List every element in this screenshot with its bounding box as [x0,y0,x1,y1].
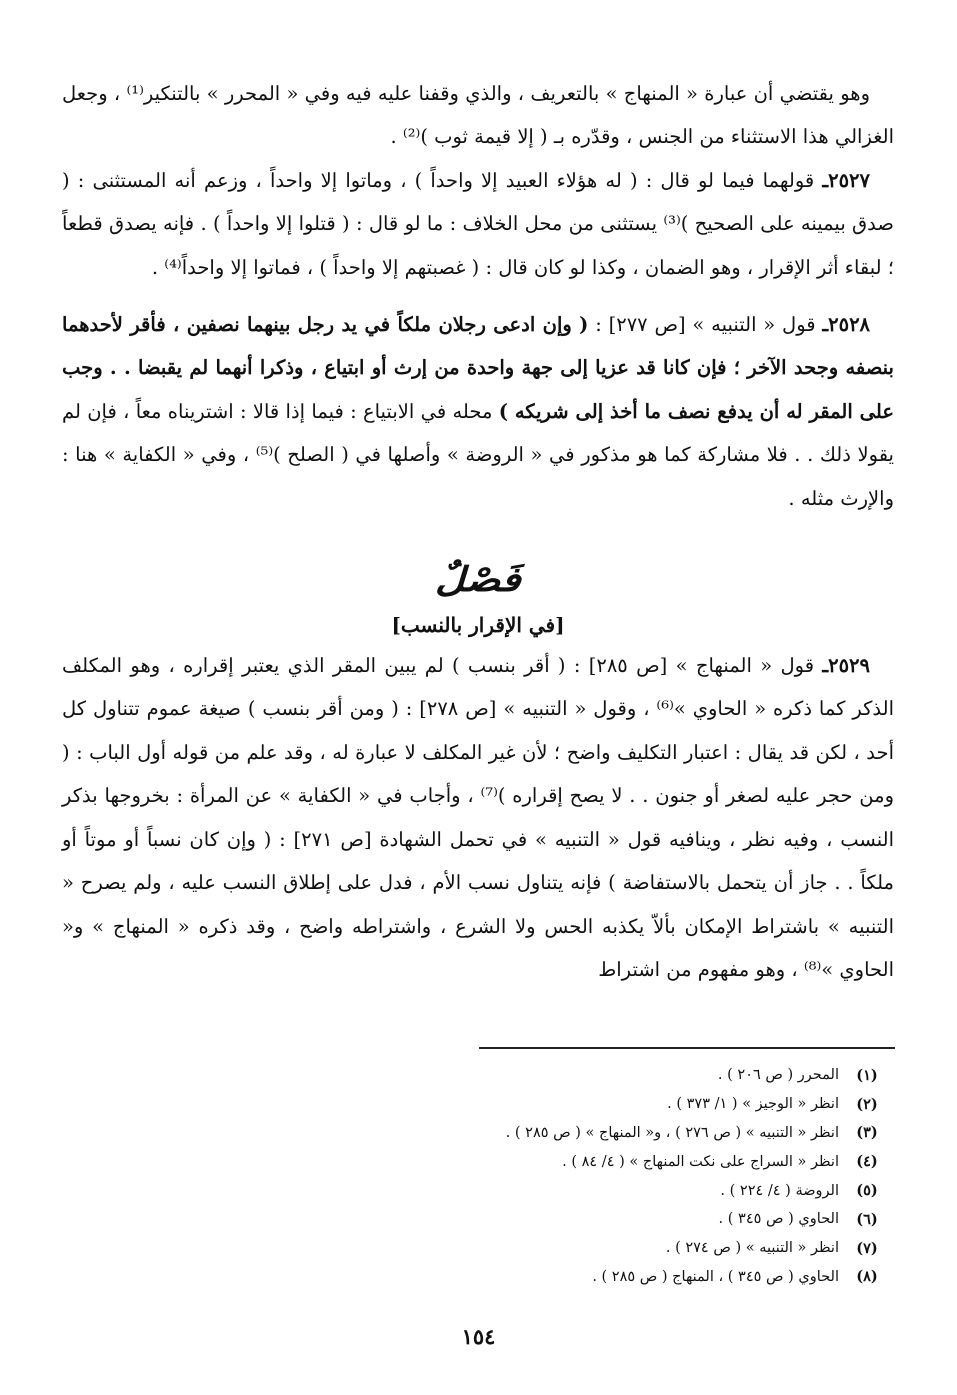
footnote [295,1147,895,1176]
paragraph-number: ٢٥٢٩ـ [822,654,870,678]
paragraph-number: ٢٥٢٧ـ [822,168,870,192]
footnote-number: (٢) [856,1095,878,1113]
footnote [295,1061,895,1090]
footnote-text: الحاوي ( ص ٣٤٥ ) . [718,1211,839,1228]
footnote [295,1176,895,1205]
footnote-number: (٨) [856,1268,878,1286]
footnote-text: انظر « الوجيز » ( ١/ ٣٧٣ ) . [667,1096,839,1113]
footnote [295,1205,895,1234]
paragraph-continuation [62,72,894,159]
page-number: ١٥٤ [461,1324,496,1349]
footnotes [295,1061,895,1291]
footnote-text: المحرر ( ص ٢٠٦ ) . [717,1067,839,1084]
paragraph-text: قول « المنهاج » [ص ٢٨٥] : ( أقر بنسب ) لم يبين المقر الذي يعتبر إقراره ، وهو المكلف الذكر كما ذكره « الحاوي »⁽⁶⁾ ، وقول « التنبيه » [ص ٢٧٨] : ( ومن أقر بنسب ) صيغة عموم تتناول كل أحد ، لكن قد يقال : اعتبار التكليف واضح ؛ لأن غير المكلف لا عبارة له ، وقد علم من قوله أول الباب : ( ومن حجر عليه لصغر أو جنون . . لا يصح إقراره )⁽⁷⁾ ، وأجاب في « الكفاية » عن المرأة : بخروجها بذكر النسب ، وفيه نظر ، وينافيه قول « التنبيه » في تحمل الشهادة [ص ٢٧١] : ( وإن كان نسباً أو موتاً أو ملكاً . . جاز أن يتحمل بالاستفاضة ) فإنه يتناول نسب الأم ، فدل على إطلاق النسب عليه ، ولم يصرح « التنبيه » باشتراط الإمكان بألاّ يكذبه الحس ولا الشرع ، واشتراطه واضح ، وقد ذكره « المنهاج » و« الحاوي »⁽⁸⁾ ، وهو مفهوم من اشتراط [62,654,895,981]
footnote-number: (٣) [856,1124,878,1142]
quoted-text: ( وإن ادعى رجلان ملكاً في يد رجل بينهما نصفين ، فأقر لأحدهما بنصفه وجحد الآخر ؛ فإن كانا قد عزيا إلى جهة واحدة من إرث أو ابتياع ، وذكرا أنهما لم يقبضا . . وجب على المقر له أن يدفع نصف ما أخذ إلى شريكه ) [62,313,894,423]
section-subtitle: [في الإقرار بالنسب] [391,613,565,638]
paragraph-text: محله في الابتياع : فيما إذا قالا : اشتريناه معاً ، فإن لم يقولا ذلك . . فلا مشاركة كما هو مذكور في « الروضة » وأصلها في ( الصلح )⁽⁵⁾ ، وفي « الكفاية » هنا : والإرث مثله . [62,399,894,510]
paragraph-2528 [62,303,894,520]
footnote-number: (٥) [856,1182,878,1200]
page-body [62,72,894,991]
footnote-text: الروضة ( ٤/ ٢٢٤ ) . [720,1182,839,1199]
paragraph-2527 [62,159,894,289]
section-heading: فَصْلٌ [435,560,521,601]
paragraph-text: قولهما فيما لو قال : ( له هؤلاء العبيد إلا واحداً ) ، وماتوا إلا واحداً ، وزعم أنه المستثنى : ( صدق بيمينه على الصحيح )⁽³⁾ يستثنى من محل الخلاف : ما لو قال : ( قتلوا إلا واحداً ) . فإنه يصدق قطعاً ؛ لبقاء أثر الإقرار ، وهو الضمان ، وكذا لو كان قال : ( غصبتهم إلا واحداً ) ، فماتوا إلا واحداً⁽⁴⁾ . [62,168,894,279]
footnote-text: انظر « السراج على نكت المنهاج » ( ٤/ ٨٤ ) . [562,1153,839,1170]
footnote [295,1234,895,1263]
footnote-text: الحاوي ( ص ٣٤٥ ) ، المنهاج ( ص ٢٨٥ ) . [592,1268,839,1285]
footnote-text: انظر « التنبيه » ( ص ٢٧٤ ) . [665,1240,839,1257]
footnote [295,1263,895,1292]
footnote-separator [479,1047,895,1049]
footnote-text: انظر « التنبيه » ( ص ٢٧٦ ) ، و« المنهاج » ( ص ٢٨٥ ) . [505,1124,839,1141]
footnote-number: (٧) [856,1239,878,1257]
paragraph-text: وهو يقتضي أن عبارة « المنهاج » بالتعريف ، والذي وقفنا عليه فيه وفي « المحرر » بالتنكير⁽¹⁾ ، وجعل الغزالي هذا الاستثناء من الجنس ، وقدّره بـ ( إلا قيمة ثوب )⁽²⁾ . [62,82,894,149]
footnote-number: (٦) [856,1210,878,1228]
footnote-number: (١) [856,1066,878,1084]
paragraph-number: ٢٥٢٨ـ [822,313,871,337]
footnote-number: (٤) [856,1153,878,1171]
paragraph-2529 [62,644,894,991]
footnote [295,1119,895,1148]
footnote [295,1090,895,1119]
section-heading-block [62,558,894,644]
paragraph-lead: قول « التنبيه » [ص ٢٧٧] : [595,313,816,337]
